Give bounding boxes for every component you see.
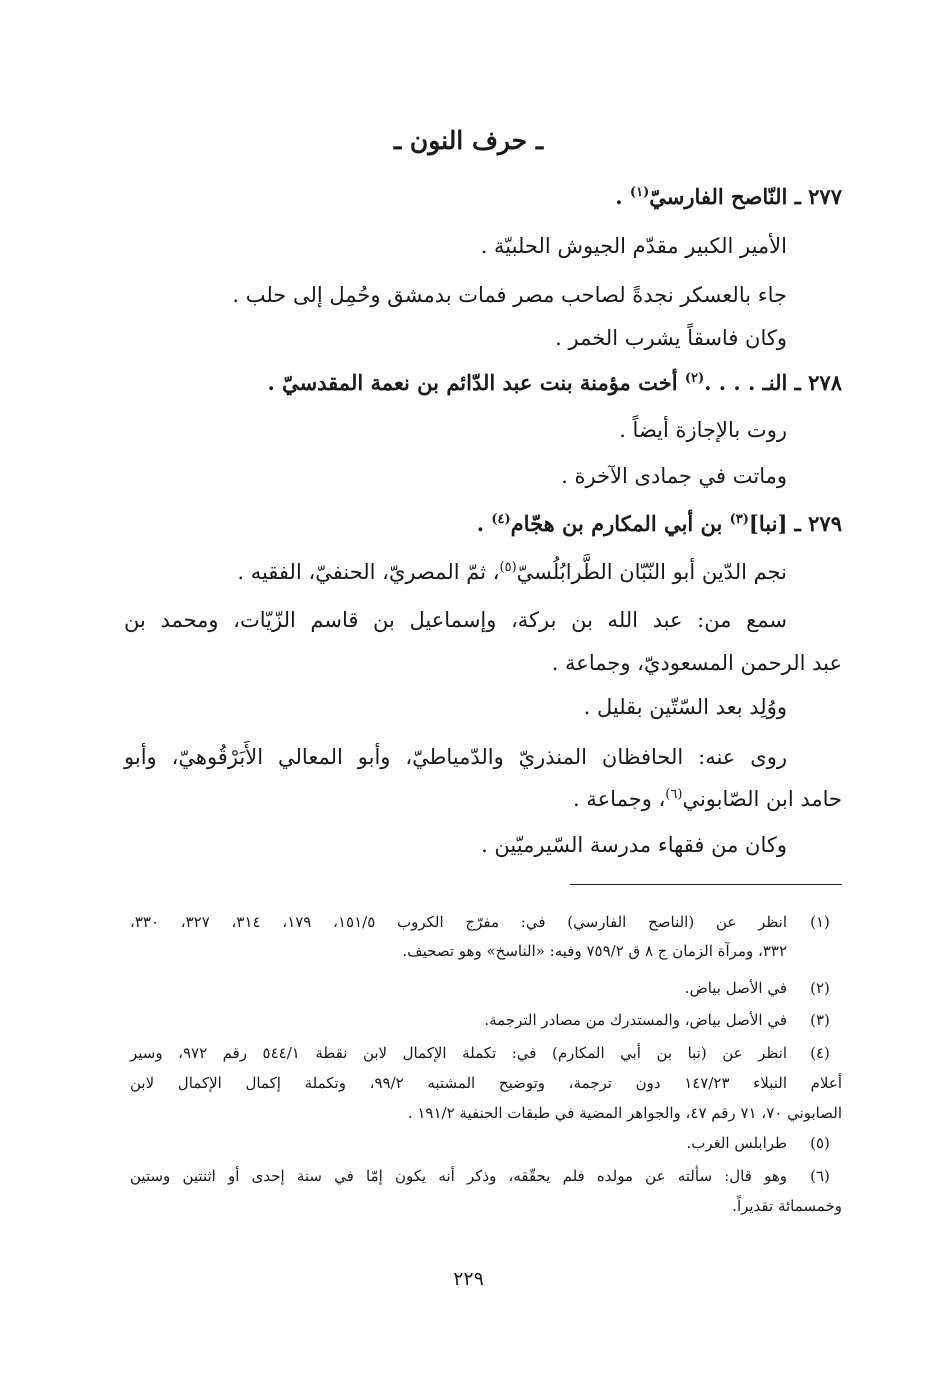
footnote-text: في الأصل بياض.: [684, 979, 787, 997]
entry-279-heading: ٢٧٩ ـ [نبا]$^{(٣)}$ بن أبي المكارم بن هجّام$^{(٤)}$ .: [476, 511, 842, 536]
footnote-text: وخمسمائة تقديراً.: [732, 1197, 842, 1215]
entry-277-heading: ٢٧٧ ـ النّاصح الفارسيّ$^{(١)}$ .: [615, 184, 842, 209]
footnote-number: (٣): [810, 1011, 830, 1029]
footnote-number: (١): [810, 913, 830, 931]
text-line: روت بالإجازة أيضاً .: [619, 418, 787, 442]
footnote-text: وهو قال: سألته عن مولده فلم يحقّقه، وذكر أنه يكون إمّا في سنة إحدى أو اثنتين وستين: [130, 1167, 787, 1185]
page-number: ٢٢٩: [453, 1268, 484, 1290]
text-line: روى عنه: الحافظان المنذريّ والدّمياطيّ، وأبو المعالي الأَبَرْقُوهيّ، وأبو: [124, 745, 787, 769]
footnote-text: ٣٣٢، ومرآة الزمان ج ٨ ق ٧٥٩/٢ وفيه: «الناسخ» وهو تصحيف.: [402, 942, 787, 960]
text-line: وماتت في جمادى الآخرة .: [561, 464, 787, 488]
footnote-number: (٤): [810, 1044, 830, 1062]
footnote-separator: [570, 884, 842, 885]
footnote-text: أعلام النبلاء ١٤٧/٢٣ دون ترجمة، وتوضيح المشتبه ٩٩/٢، وتكملة إكمال الإكمال لابن: [130, 1074, 842, 1092]
footnote-ref[interactable]: (١): [629, 185, 650, 200]
footnote-ref[interactable]: (٢): [684, 371, 705, 386]
chapter-title: ـ حرف النون ـ: [393, 126, 544, 155]
entry-278-heading: ٢٧٨ ـ النـ . . . .$^{(٢)}$ أخت مؤمنة بنت عبد الدّائم بن نعمة المقدسيّ .: [267, 370, 842, 395]
footnote-text: انظر عن (نبا بن أبي المكارم) في: تكملة الإكمال لابن نقطة ٥٤٤/١ رقم ٩٧٢، وسير: [130, 1044, 787, 1062]
footnote-text: في الأصل بياض، والمستدرك من مصادر الترجمة.: [484, 1011, 787, 1029]
text-line: سمع من: عبد الله بن بركة، وإسماعيل بن قاسم الزّيّات، ومحمد بن: [124, 608, 787, 632]
footnote-number: (٢): [810, 979, 830, 997]
footnote-number: (٥): [810, 1134, 830, 1152]
text-line: وكان فاسقاً يشرب الخمر .: [555, 326, 787, 350]
footnote-ref[interactable]: (٤): [491, 512, 511, 527]
text-line: عبد الرحمن المسعوديّ، وجماعة .: [551, 651, 842, 675]
text-line: نجم الدّين أبو النّبّان الطَّرابُلُسيّ$^{(٥)}$، ثمّ المصريّ، الحنفيّ، الفقيه .: [237, 560, 787, 584]
text-line: حامد ابن الصّابوني$^{(٦)}$، وجماعة .: [573, 787, 842, 811]
footnote-ref[interactable]: (٦): [665, 787, 683, 802]
text-line: ووُلِد بعد السّتّين بقليل .: [583, 695, 787, 719]
text-line: وكان من فقهاء مدرسة السّيرميّين .: [481, 833, 787, 857]
footnote-ref[interactable]: (٣): [729, 512, 749, 527]
footnote-ref[interactable]: (٥): [499, 560, 517, 575]
footnote-text: الصابوني ٧٠، ٧١ رقم ٤٧، والجواهر المضية في طبقات الحنفية ١٩١/٢ .: [407, 1104, 842, 1122]
footnote-number: (٦): [810, 1167, 830, 1185]
footnote-text: انظر عن (الناصح الفارسي) في: مفرّج الكروب ١٥١/٥، ١٧٩، ٣١٤، ٣٢٧، ٣٣٠،: [130, 913, 788, 931]
footnote-text: طرابلس الغرب.: [686, 1134, 787, 1152]
text-line: الأمير الكبير مقدّم الجيوش الحلبيّة .: [480, 234, 787, 258]
text-line: جاء بالعسكر نجدةً لصاحب مصر فمات بدمشق وحُمِل إلى حلب .: [232, 283, 787, 307]
